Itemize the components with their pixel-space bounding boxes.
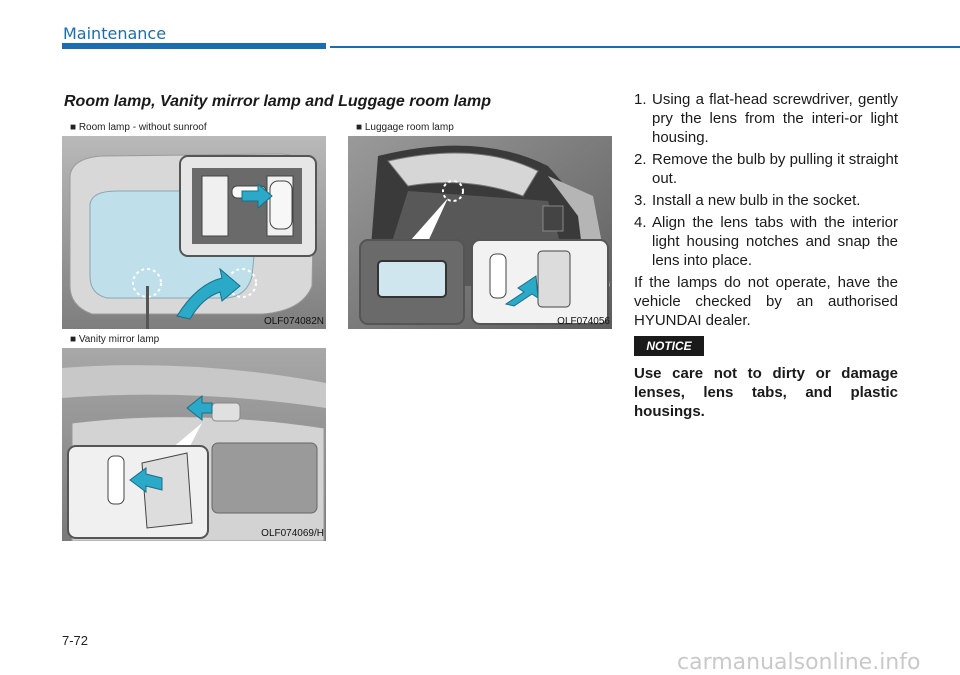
luggage-lamp-caption: ■ Luggage room lamp: [356, 122, 454, 133]
luggage-lamp-figure: [348, 121, 612, 329]
step-text: Remove the bulb by pulling it straight out.: [652, 151, 898, 187]
vanity-lamp-code: OLF074069/H: [261, 528, 324, 539]
vanity-lamp-caption: ■ Vanity mirror lamp: [70, 334, 160, 345]
vanity-lamp-figure: [62, 333, 326, 541]
step-item: [634, 191, 898, 210]
step-number: 1.: [634, 91, 647, 108]
step-text: Using a flat-head screwdriver, gently pry the lens from the interi-or light housing.: [652, 91, 898, 146]
instruction-steps: [634, 90, 898, 330]
step-number: 3.: [634, 192, 647, 209]
room-lamp-illustration: [62, 136, 326, 329]
room-lamp-figure: [62, 121, 326, 329]
dealer-paragraph: If the lamps do not operate, have the vehicle checked by an authorised HYUNDAI dealer.: [634, 274, 898, 329]
luggage-lamp-code: OLF074056: [557, 316, 610, 327]
room-lamp-code: OLF074082N: [263, 316, 324, 327]
step-item: [634, 90, 898, 147]
step-text: Install a new bulb in the socket.: [652, 192, 861, 209]
notice-text: Use care not to dirty or damage lenses, lens tabs, and plastic housings.: [634, 365, 898, 420]
header-rule: [330, 46, 960, 48]
vanity-lamp-illustration: [62, 348, 326, 541]
step-number: 4.: [634, 214, 647, 231]
step-number: 2.: [634, 151, 647, 168]
room-lamp-caption: ■ Room lamp - without sunroof: [70, 122, 207, 133]
luggage-lamp-illustration: [348, 136, 612, 329]
header-title: Maintenance: [63, 24, 167, 43]
header-bar: [62, 43, 326, 49]
section-title: Room lamp, Vanity mirror lamp and Luggage room lamp: [64, 93, 492, 110]
notice-badge: NOTICE: [634, 336, 704, 356]
step-item: [634, 150, 898, 188]
step-text: Align the lens tabs with the interior light housing notches and snap the lens into place.: [652, 214, 898, 269]
page-number: 7-72: [62, 633, 89, 648]
step-item: [634, 213, 898, 270]
watermark: carmanualsonline.info: [677, 650, 921, 675]
